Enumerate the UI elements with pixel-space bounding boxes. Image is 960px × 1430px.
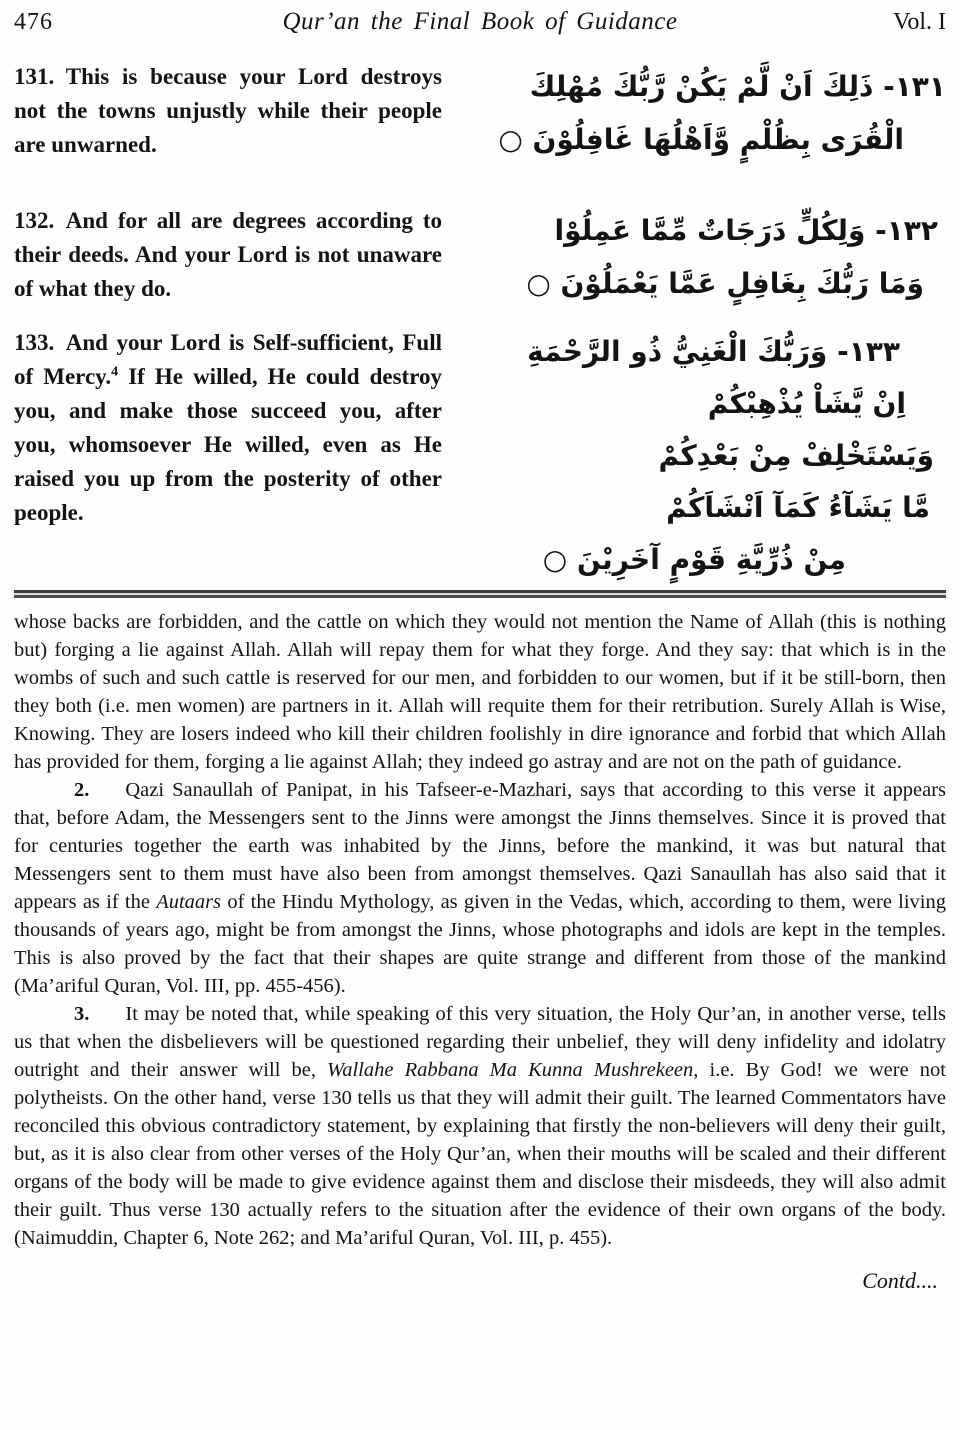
text-segment: i.e. By God! we were not polytheists. On the other hand, verse 130 tells us that they will admit their guilt. The learned Commentators have reconciled this obvious contradictory statement, by explaining that firstly the non-believers will deny their guilt, but, as it is also clear from other verses of the Holy Qur’an, when their mouths will be scaled and their different organs of the body will be made to give evidence against them and disclose their misdeeds, they will also admit their guilt. Thus verse 130 actually refers to the situation after the evidence of their own organs of the body. (Naimuddin, Chapter 6, Note 262; and Ma’ariful Quran, Vol. III, p. 455).: [14, 1059, 946, 1249]
arabic-line: الْقُرَى بِظُلْمٍ وَّاَهْلُهَا غَافِلُوْنَ ○: [498, 123, 904, 156]
text-segment: 133. And your Lord is Self-sufficient, Full of Mercy.: [14, 330, 442, 389]
text-segment: 132. And for all are degrees according to their deeds. And your Lord is not unaware of what they do.: [14, 208, 442, 301]
verse-132-english: [14, 204, 442, 306]
text-segment: It may be noted that, while speaking of this very situation, the Holy Qur’an, in another verse, tells us that when the disbelievers will be questioned regarding their unbelief, they will deny infidelity and idolatry outright and their answer will be,: [14, 1003, 946, 1081]
book-title: Qur’an the Final Book of Guidance: [282, 8, 678, 35]
verse-section: [14, 60, 946, 586]
volume-label: Vol. I: [893, 9, 946, 35]
verse-row-131: [14, 60, 946, 166]
footnote-number: 3.: [74, 1003, 90, 1025]
footnotes-section: [14, 608, 946, 1252]
verse-131-english: [14, 60, 442, 162]
page-header: [14, 8, 946, 36]
arabic-line: مَّا يَشَآءُ كَمَآ اَنْشَاَكُمْ: [666, 491, 930, 524]
contd-row: [14, 1268, 946, 1294]
arabic-line: مِنْ ذُرِّيَّةِ قَوْمٍ آخَرِيْنَ ○: [542, 543, 846, 576]
arabic-line: وَمَا رَبُّكَ بِغَافِلٍ عَمَّا يَعْمَلُوْنَ ○: [526, 267, 924, 300]
text-segment: 4: [111, 364, 119, 380]
text-segment: Qazi Sanaullah of Panipat, in his Tafseer-e-Mazhari, says that according to this verse it appears that, before Adam, the Messengers sent to the Jinns were amongst the Jinns themselves. Since it is proved that for centuries together the earth was inhabited by the Jinns, before the mankind, it was but natural that Messengers sent to them must have also been from amongst themselves. Qazi Sanaullah has also said that it appears as if the: [14, 779, 946, 913]
arabic-line: ١٣٢- وَلِكُلٍّ دَرَجَاتٌ مِّمَّا عَمِلُوْا: [554, 214, 938, 247]
verse-131-arabic: [476, 60, 946, 166]
text-segment: If He willed, He could destroy you, and make those succeed you, after you, whomsoever He willed, even as He raised you up from the posterity of other people.: [14, 364, 443, 525]
footnote-2: [14, 776, 946, 1000]
verse-133-english: [14, 326, 442, 530]
text-segment: Wallahe Rabbana Ma Kunna Mushrekeen,: [327, 1059, 699, 1081]
footnote-continuation: [14, 608, 946, 776]
footnote-number: 2.: [74, 779, 90, 801]
arabic-line: وَيَسْتَخْلِفْ مِنْ بَعْدِكُمْ: [658, 439, 934, 472]
arabic-line: ١٣١- ذَلِكَ اَنْ لَّمْ يَكُنْ رَّبُّكَ مُهْلِكَ: [529, 70, 946, 103]
arabic-line: اِنْ يَّشَاْ يُذْهِبْكُمْ: [707, 387, 906, 420]
contd-label: Contd....: [862, 1268, 938, 1293]
footnote-3: [14, 1000, 946, 1252]
verse-133-arabic: [476, 326, 946, 586]
text-segment: Autaars: [156, 891, 222, 913]
page-number: 476: [14, 9, 53, 35]
verse-132-arabic: [476, 204, 946, 310]
text-segment: of the Hindu Mythology, as given in the Vedas, which, according to them, were living thousands of years ago, might be from amongst the Jinns, whose photographs and idols are kept in the temples. This is also proved by the fact that their shapes are quite strange and different from those of the mankind (Ma’ariful Quran, Vol. III, pp. 455-456).: [14, 891, 946, 997]
arabic-line: ١٣٣- وَرَبُّكَ الْغَنِيُّ ذُو الرَّحْمَةِ: [527, 335, 900, 368]
section-divider: [14, 590, 946, 598]
verse-row-133: [14, 326, 946, 586]
text-segment: whose backs are forbidden, and the cattle on which they would not mention the Name of Allah (this is nothing but) forging a lie against Allah. Allah will repay them for what they forge. And they say: that which is in the wombs of such and such cattle is reserved for our men, and forbidden to our women, but if it be still-born, then they both (i.e. men women) are partners in it. Allah will requite them for their retribution. Surely Allah is Wise, Knowing. They are losers indeed who kill their children foolishly in dire ignorance and forbid that which Allah has provided for them, forging a lie against Allah; they indeed go astray and are not on the path of guidance.: [14, 611, 946, 773]
text-segment: 131. This is because your Lord destroys not the towns unjustly while their people are unwarned.: [14, 64, 442, 157]
verse-row-132: [14, 204, 946, 310]
